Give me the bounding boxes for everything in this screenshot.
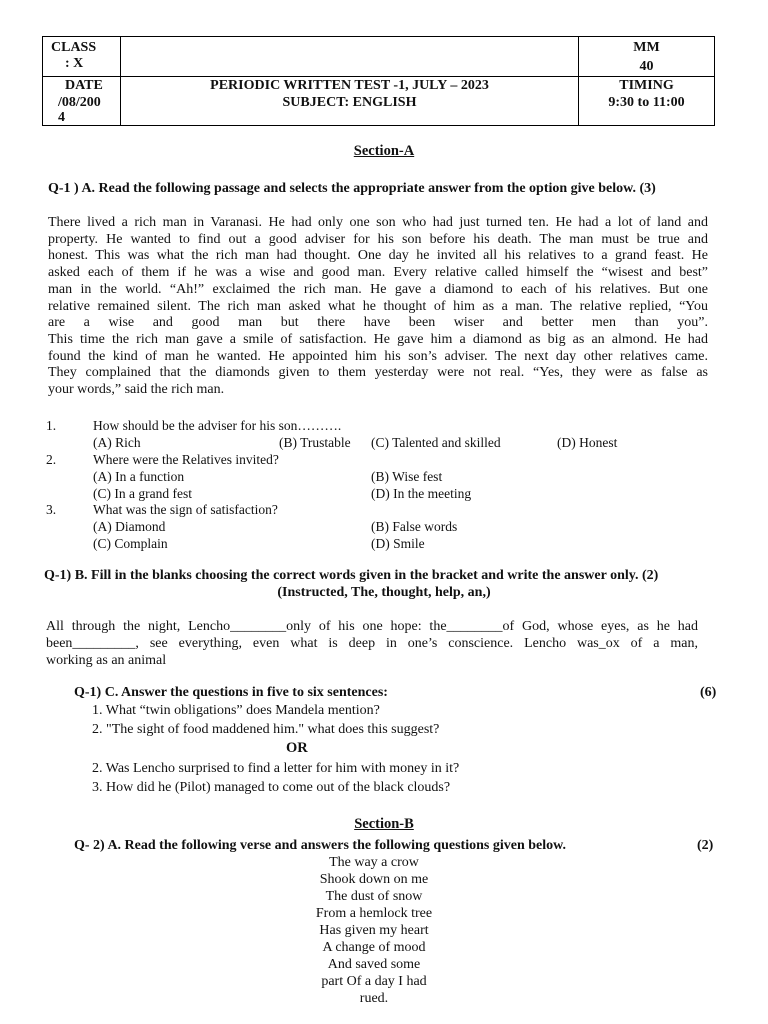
mm-label: MM xyxy=(633,40,660,55)
mcq-3-question: What was the sign of satisfaction? xyxy=(93,502,278,517)
mcq-2-number: 2. xyxy=(46,452,57,467)
passage-line: found the kind of man he wanted. He appointed him his son’s adviser. The next day other relatives came. xyxy=(48,348,708,364)
poem-line: Shook down on me xyxy=(319,872,429,887)
mcq-1-number: 1. xyxy=(46,418,57,433)
q1b-line: been_________, see everything, even what is deep in one’s conscience. Lencho was_ox of a man, xyxy=(46,636,698,651)
q1c-item-2: 2. "The sight of food maddened him." what does this suggest? xyxy=(92,722,440,737)
q2a-heading: Q- 2) A. Read the following verse and answers the following questions given below. xyxy=(74,838,566,853)
mcq-1-option-c: (C) Talented and skilled xyxy=(371,435,501,450)
header-table xyxy=(42,36,715,126)
mcq-2-option-a: (A) In a function xyxy=(93,469,185,484)
mcq-1-question: How should be the adviser for his son………. xyxy=(93,418,342,433)
date-value-cont: 4 xyxy=(58,110,65,125)
q2a-marks: (2) xyxy=(697,838,714,853)
mcq-2-option-c: (C) In a grand fest xyxy=(93,486,192,501)
poem-line: From a hemlock tree xyxy=(315,906,433,921)
poem-line: Has given my heart xyxy=(319,923,429,938)
mm-value: 40 xyxy=(639,59,654,74)
timing-label: TIMING xyxy=(619,78,674,93)
q1c-marks: (6) xyxy=(700,685,717,700)
class-value: : X xyxy=(65,56,84,71)
date-value: /08/200 xyxy=(58,95,101,110)
or-label: OR xyxy=(286,740,308,756)
q1c-heading: Q-1) C. Answer the questions in five to six sentences: xyxy=(74,685,388,700)
passage-line: asked each of them if he was a wise and good man. Every relative called himself the “wisest and best” xyxy=(48,265,708,281)
mcq-3-option-c: (C) Complain xyxy=(93,536,168,551)
q1b-passage xyxy=(46,618,698,669)
passage-line: There lived a rich man in Varanasi. He had only one son who had just turned ten. He had a lot of land and xyxy=(48,215,708,230)
q1a-heading: Q-1 ) A. Read the following passage and selects the appropriate answer from the option give below. (3) xyxy=(48,181,656,196)
class-label: CLASS xyxy=(51,40,97,55)
passage xyxy=(48,215,708,399)
mcq-3-number: 3. xyxy=(46,502,57,517)
subject: SUBJECT: ENGLISH xyxy=(282,95,417,110)
passage-line: They complained that the diamonds given to them yesterday were not real. “Yes, they were as false as xyxy=(48,365,708,381)
passage-line: your words,” said the rich man. xyxy=(48,382,225,398)
q1c-item-alt-2: 2. Was Lencho surprised to find a letter for him with money in it? xyxy=(92,761,460,776)
poem-line: rued. xyxy=(359,991,389,1006)
passage-line: honest. This was what the rich man had thought. One day he invited all his relatives to a grand feast. He xyxy=(48,248,708,264)
passage-line: are a wise and good man but there have been wiser and better men than you”. xyxy=(48,315,708,331)
section-b-title: Section-B xyxy=(354,816,414,832)
q1b-line: working as an animal xyxy=(46,653,167,668)
timing-value: 9:30 to 11:00 xyxy=(608,95,685,110)
mcq-1-option-d: (D) Honest xyxy=(557,435,618,450)
q1c-item-1: 1. What “twin obligations” does Mandela mention? xyxy=(92,703,380,718)
passage-line: This time the rich man gave a smile of satisfaction. He gave him a diamond as big as an almond. He had xyxy=(48,331,708,347)
passage-line: property. He wanted to find out a good adviser for his son before his death. The man must be true and xyxy=(48,231,708,247)
mcq-3-option-a: (A) Diamond xyxy=(93,519,166,534)
section-a-title: Section-A xyxy=(353,143,415,159)
q1c-item-3: 3. How did he (Pilot) managed to come out of the black clouds? xyxy=(92,780,451,795)
test-title: PERIODIC WRITTEN TEST -1, JULY – 2023 xyxy=(210,78,489,93)
passage-line: man in the world. “Ah!” exclaimed the rich man. He gave a diamond to each of his relatives. But one xyxy=(48,281,708,297)
q1b-line: All through the night, Lencho________only of his one hope: the________of God, whose eyes, as he had xyxy=(46,619,698,634)
mcq-2-question: Where were the Relatives invited? xyxy=(93,452,279,467)
poem-line: The way a crow xyxy=(329,855,419,870)
q1b-word-bank: (Instructed, The, thought, help, an,) xyxy=(277,585,491,600)
passage-line: relative remained silent. The rich man asked what he thought of him as a man. The relative replied, “You xyxy=(48,298,708,314)
poem-line: A change of mood xyxy=(322,940,426,955)
poem xyxy=(274,854,474,1007)
poem-line: The dust of snow xyxy=(325,889,423,904)
mcq-1-option-b: (B) Trustable xyxy=(279,435,351,450)
mcq-2-option-b: (B) Wise fest xyxy=(371,469,443,484)
q1b-heading: Q-1) B. Fill in the blanks choosing the correct words given in the bracket and write the answer only. (2) xyxy=(44,568,659,583)
mcq-2-option-d: (D) In the meeting xyxy=(371,486,472,501)
poem-line: part Of a day I had xyxy=(321,974,427,989)
mcq-1-option-a: (A) Rich xyxy=(93,435,141,450)
date-label: DATE xyxy=(65,78,103,93)
poem-line: And saved some xyxy=(327,957,421,972)
mcq-3-option-b: (B) False words xyxy=(371,519,458,534)
mcq-3-option-d: (D) Smile xyxy=(371,536,425,551)
